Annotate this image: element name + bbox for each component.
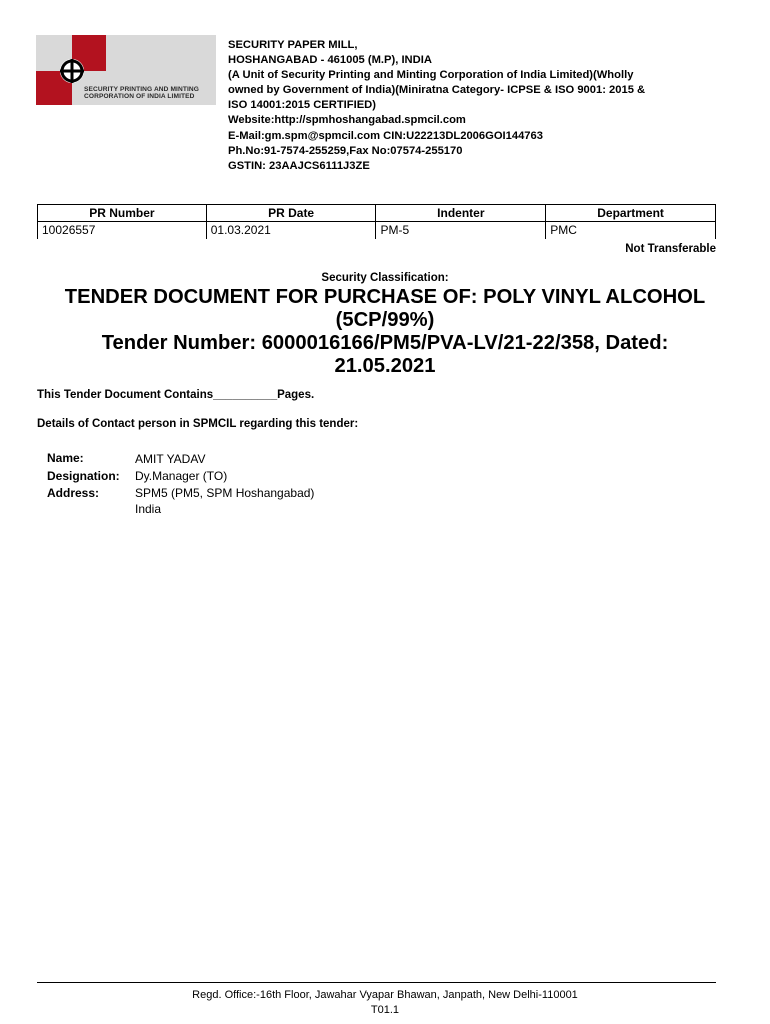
designation-label: Designation: [47,469,120,483]
security-classification: Security Classification: [321,272,449,284]
indenter-header: Indenter [376,205,546,222]
contact-heading: Details of Contact person in SPMCIL regarding this tender: [37,418,359,430]
address-line: India [135,501,162,516]
logo-caption: SECURITY PRINTING AND MINTING CORPORATION OF INDIA LIMITED [84,86,199,101]
indenter-cell: PM-5 [376,222,546,239]
organization-header [228,38,728,174]
form-code: T01.1 [370,1003,400,1016]
footer-divider [37,982,716,983]
org-line: SECURITY PAPER MILL, [228,39,358,51]
pr-table-row [38,222,716,239]
contact-name: AMIT YADAV [135,452,206,466]
document-title [30,286,740,378]
org-line: ISO 14001:2015 CERTIFIED) [228,99,376,112]
pr-table [37,204,716,239]
org-line: Ph.No:91-7574-255259,Fax No:07574-255170 [228,144,463,157]
org-line: HOSHANGABAD - 461005 (M.P), INDIA [228,54,432,67]
pr-number-cell: 10026557 [38,222,207,239]
title-line: 21.05.2021 [334,355,436,377]
org-line: GSTIN: 23AAJCS6111J3ZE [228,159,370,172]
name-label: Name: [47,451,84,465]
contact-designation: Dy.Manager (TO) [135,469,228,483]
title-line: Tender Number: 6000016166/PM5/PVA-LV/21-22/358, Dated: [101,332,669,354]
address-line: SPM5 (PM5, SPM Hoshangabad) [135,486,315,500]
registered-office: Regd. Office:-16th Floor, Jawahar Vyapar Bhawan, Janpath, New Delhi-110001 [192,989,578,1001]
department-header: Department [546,205,716,222]
title-line: (5CP/99%) [335,309,435,331]
department-cell: PMC [546,222,716,239]
org-line: Website:http://spmhoshangabad.spmcil.com [228,114,466,127]
title-line: TENDER DOCUMENT FOR PURCHASE OF: POLY VINYL ALCOHOL [64,286,706,308]
not-transferable-note: Not Transferable [625,243,716,255]
pr-table-header-row [38,205,716,222]
pr-date-cell: 01.03.2021 [206,222,376,239]
pages-count-text: This Tender Document Contains__________Pages. [37,389,315,401]
org-line: (A Unit of Security Printing and Minting Corporation of India Limited)(Wholly [228,69,634,82]
pr-date-header: PR Date [206,205,376,222]
address-label: Address: [47,486,100,500]
spmcil-logo [36,35,216,105]
org-line: owned by Government of India)(Miniratna Category- ICPSE & ISO 9001: 2015 & [228,84,646,97]
pr-number-header: PR Number [38,205,207,222]
org-line: E-Mail:gm.spm@spmcil.com CIN:U22213DL2006GOI144763 [228,129,543,142]
contact-address [135,486,314,517]
page-footer [0,988,770,1017]
